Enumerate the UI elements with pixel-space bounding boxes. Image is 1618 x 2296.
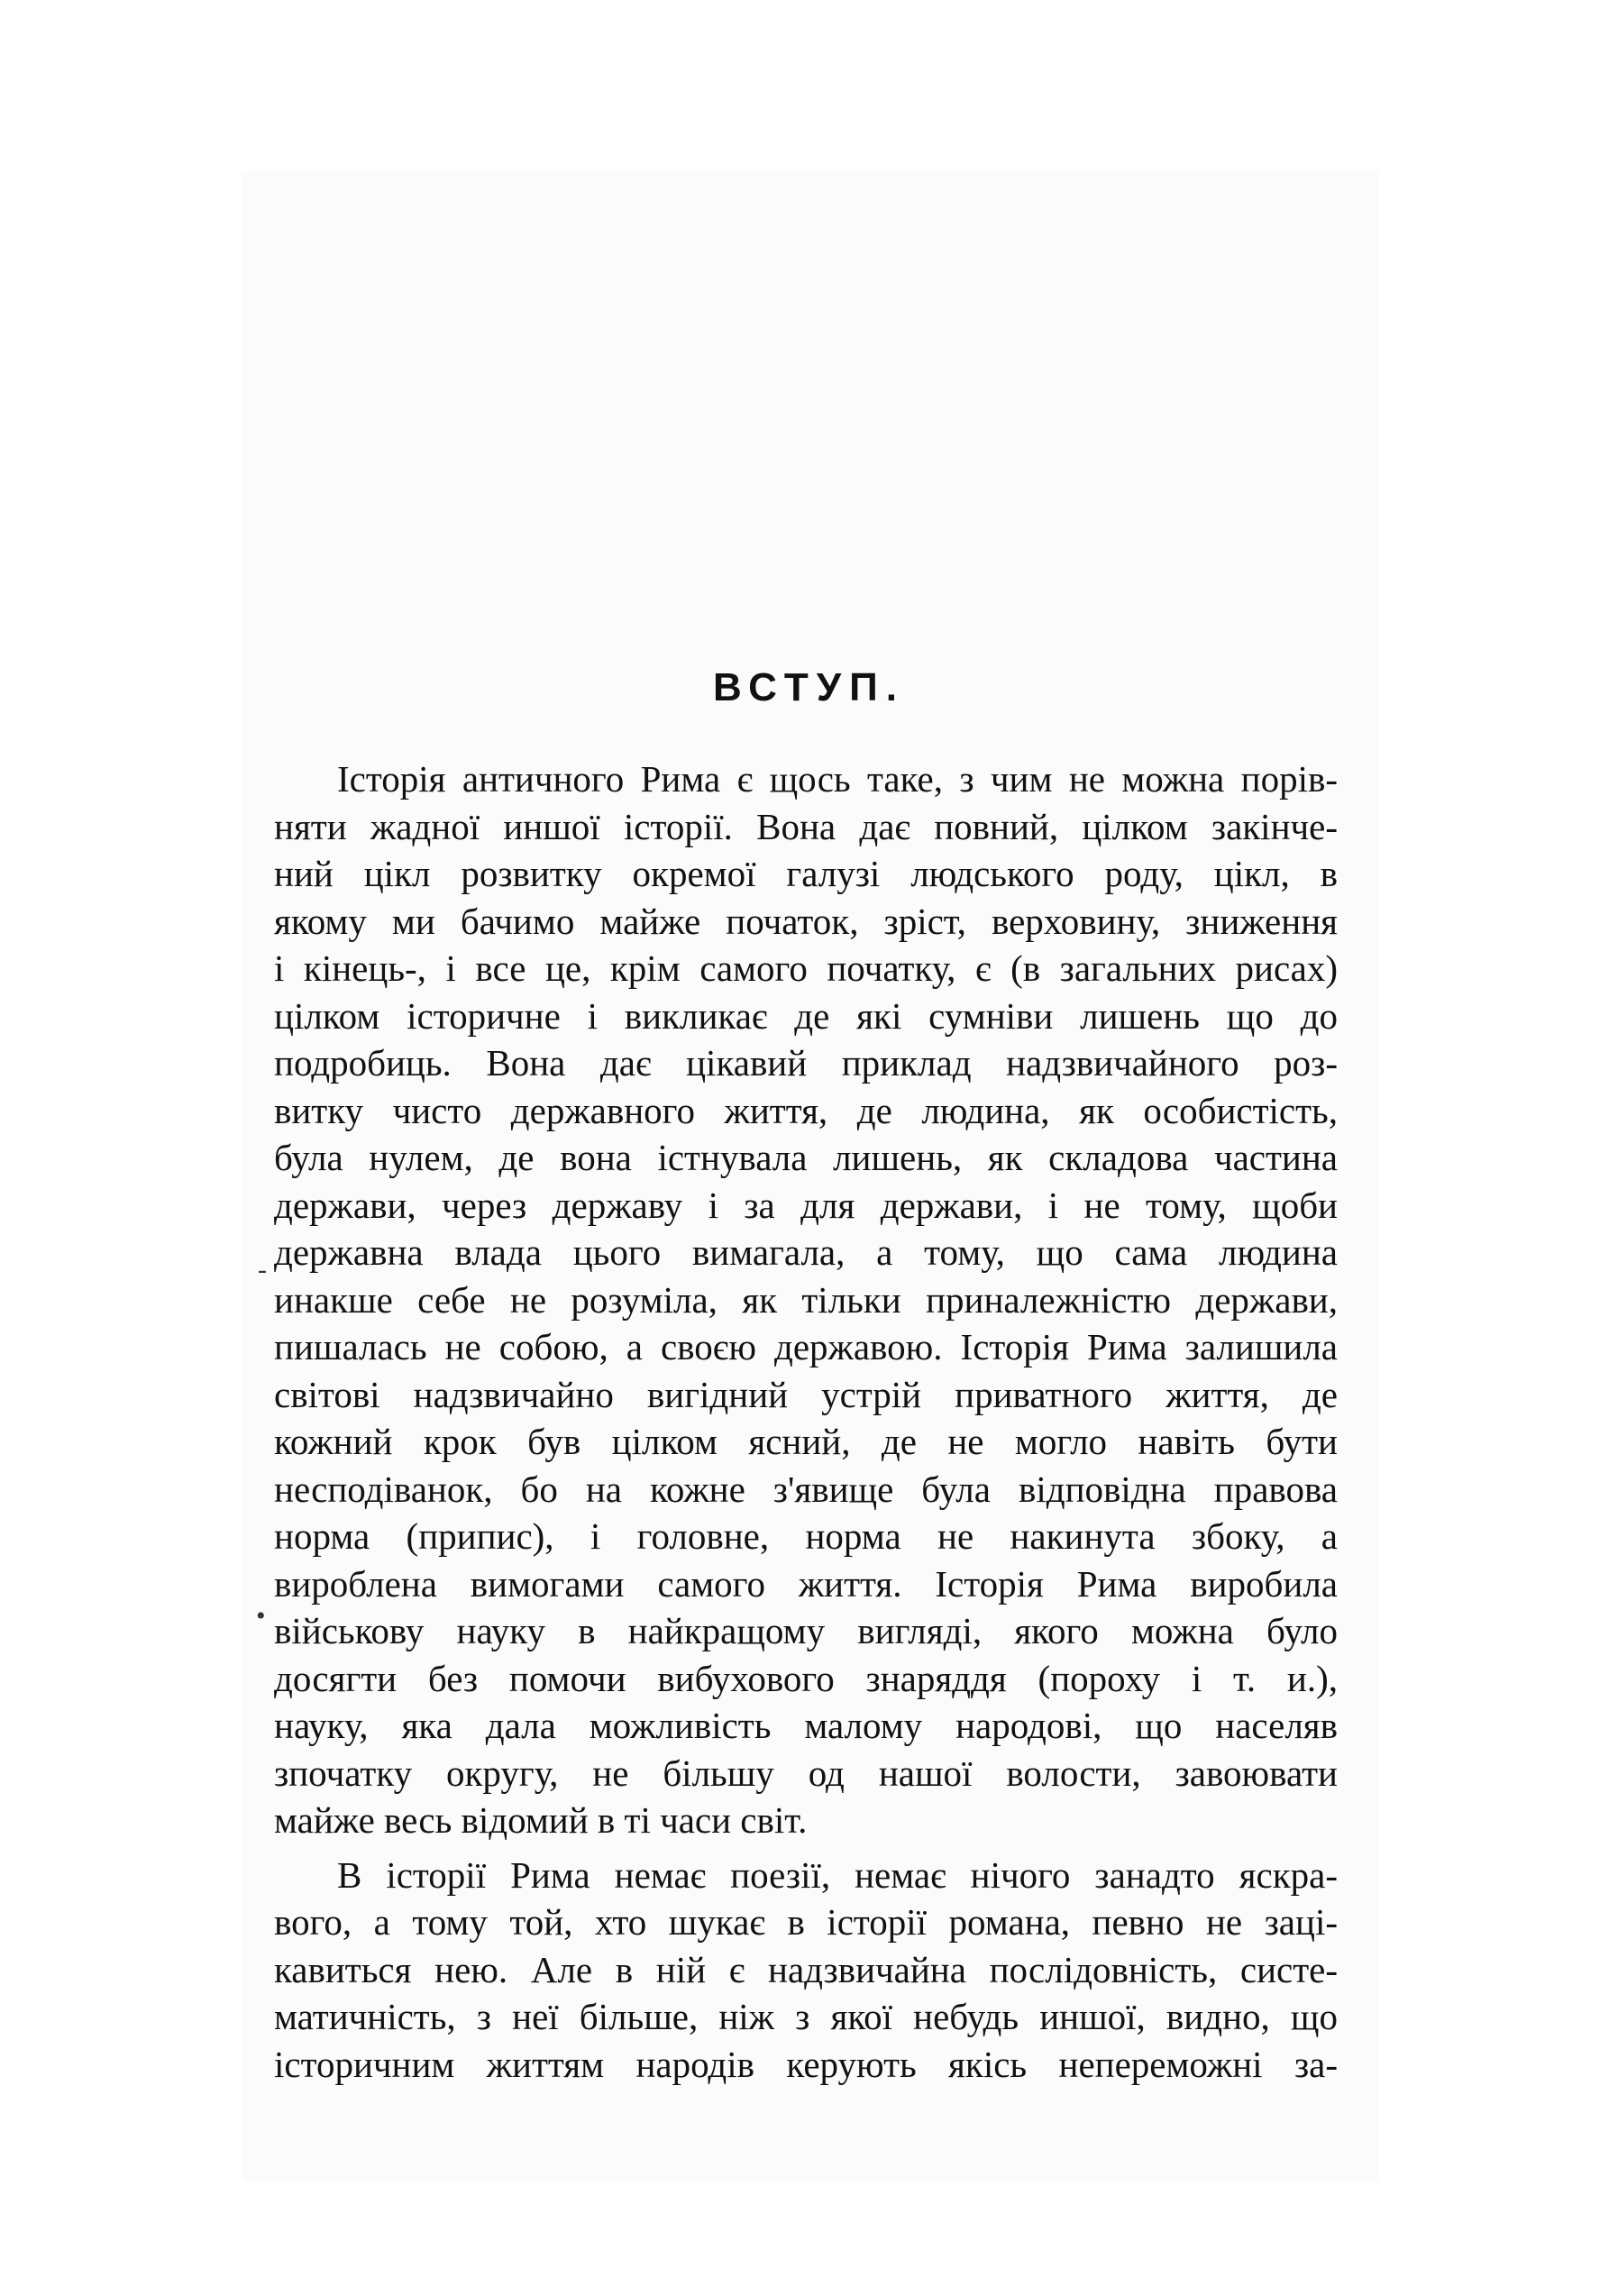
text-line: вого, а тому той, хто шукає в історії романа, певно не заці-	[274, 1901, 1338, 1943]
text-line: майже весь відомий в ті часи світ.	[274, 1799, 808, 1841]
margin-mark: •	[256, 1601, 266, 1631]
text-line: подробиць. Вона дає цікавий приклад надзвичайного роз-	[274, 1042, 1338, 1084]
text-line: няти жадної иншої історії. Вона дає повний, цілком закінче-	[274, 805, 1338, 847]
text-line: держави, через державу і за для держави, і не тому, щоби	[274, 1184, 1338, 1226]
text-line: була нулем, де вона істнувала лишень, як складова частина	[274, 1137, 1338, 1178]
text-line: пишалась не собою, а своєю державою. Історія Рима залишила	[274, 1326, 1338, 1368]
text-line: кавиться нею. Але в ній є надзвичайна послідовність, систе-	[274, 1948, 1338, 1990]
text-line: инакше себе не розуміла, як тільки приналежністю держави,	[274, 1278, 1338, 1321]
text-line: Історія античного Рима є щось таке, з чим не можна порів-	[337, 758, 1338, 800]
text-line: досягти без помочи вибухового знаряддя (пороху і т. и.),	[274, 1657, 1338, 1699]
text-line: якому ми бачимо майже початок, зріст, верховину, зниження	[274, 900, 1338, 942]
text-line: науку, яка дала можливість малому народові, що населяв	[274, 1705, 1338, 1746]
text-line: зпочатку округу, не більшу од нашої волости, завоювати	[274, 1752, 1338, 1794]
text-line: ний цікл розвитку окремої галузі людського роду, цікл, в	[274, 853, 1338, 894]
text-line: несподіванок, бо на кожне з'явище була відповідна правова	[274, 1468, 1338, 1510]
text-line: витку чисто державного життя, де людина, як особистість,	[274, 1089, 1338, 1131]
text-line: світові надзвичайно вигідний устрій приватного життя, де	[274, 1373, 1338, 1415]
text-line: державна влада цього вимагала, а тому, що сама людина	[274, 1231, 1338, 1273]
text-line: В історії Рима немає поезії, немає нічого занадто яскра-	[337, 1853, 1338, 1896]
paragraph-gap	[274, 1844, 1338, 1852]
page-title: ВСТУП.	[713, 665, 905, 709]
text-line: історичним життям народів керують якісь непереможні за-	[274, 2043, 1338, 2085]
text-line: вироблена вимогами самого життя. Історія Рима виробила	[274, 1562, 1338, 1605]
body-text	[274, 755, 1338, 2088]
text-line: військову науку в найкращому вигляді, якого можна було	[274, 1610, 1338, 1651]
text-line: кожний крок був цілком ясний, де не могло навіть бути	[274, 1421, 1338, 1462]
text-line: цілком історичне і викликає де які сумніви лишень що до	[274, 994, 1338, 1037]
text-line: і кінець-, і все це, крім самого початку, є (в загальних рисах)	[274, 947, 1338, 989]
text-line: норма (припис), і головне, норма не накинута збоку, а	[274, 1515, 1338, 1557]
margin-mark: -	[258, 1255, 267, 1285]
text-line: матичність, з неї більше, ніж з якої небудь иншої, видно, що	[274, 1996, 1338, 2037]
